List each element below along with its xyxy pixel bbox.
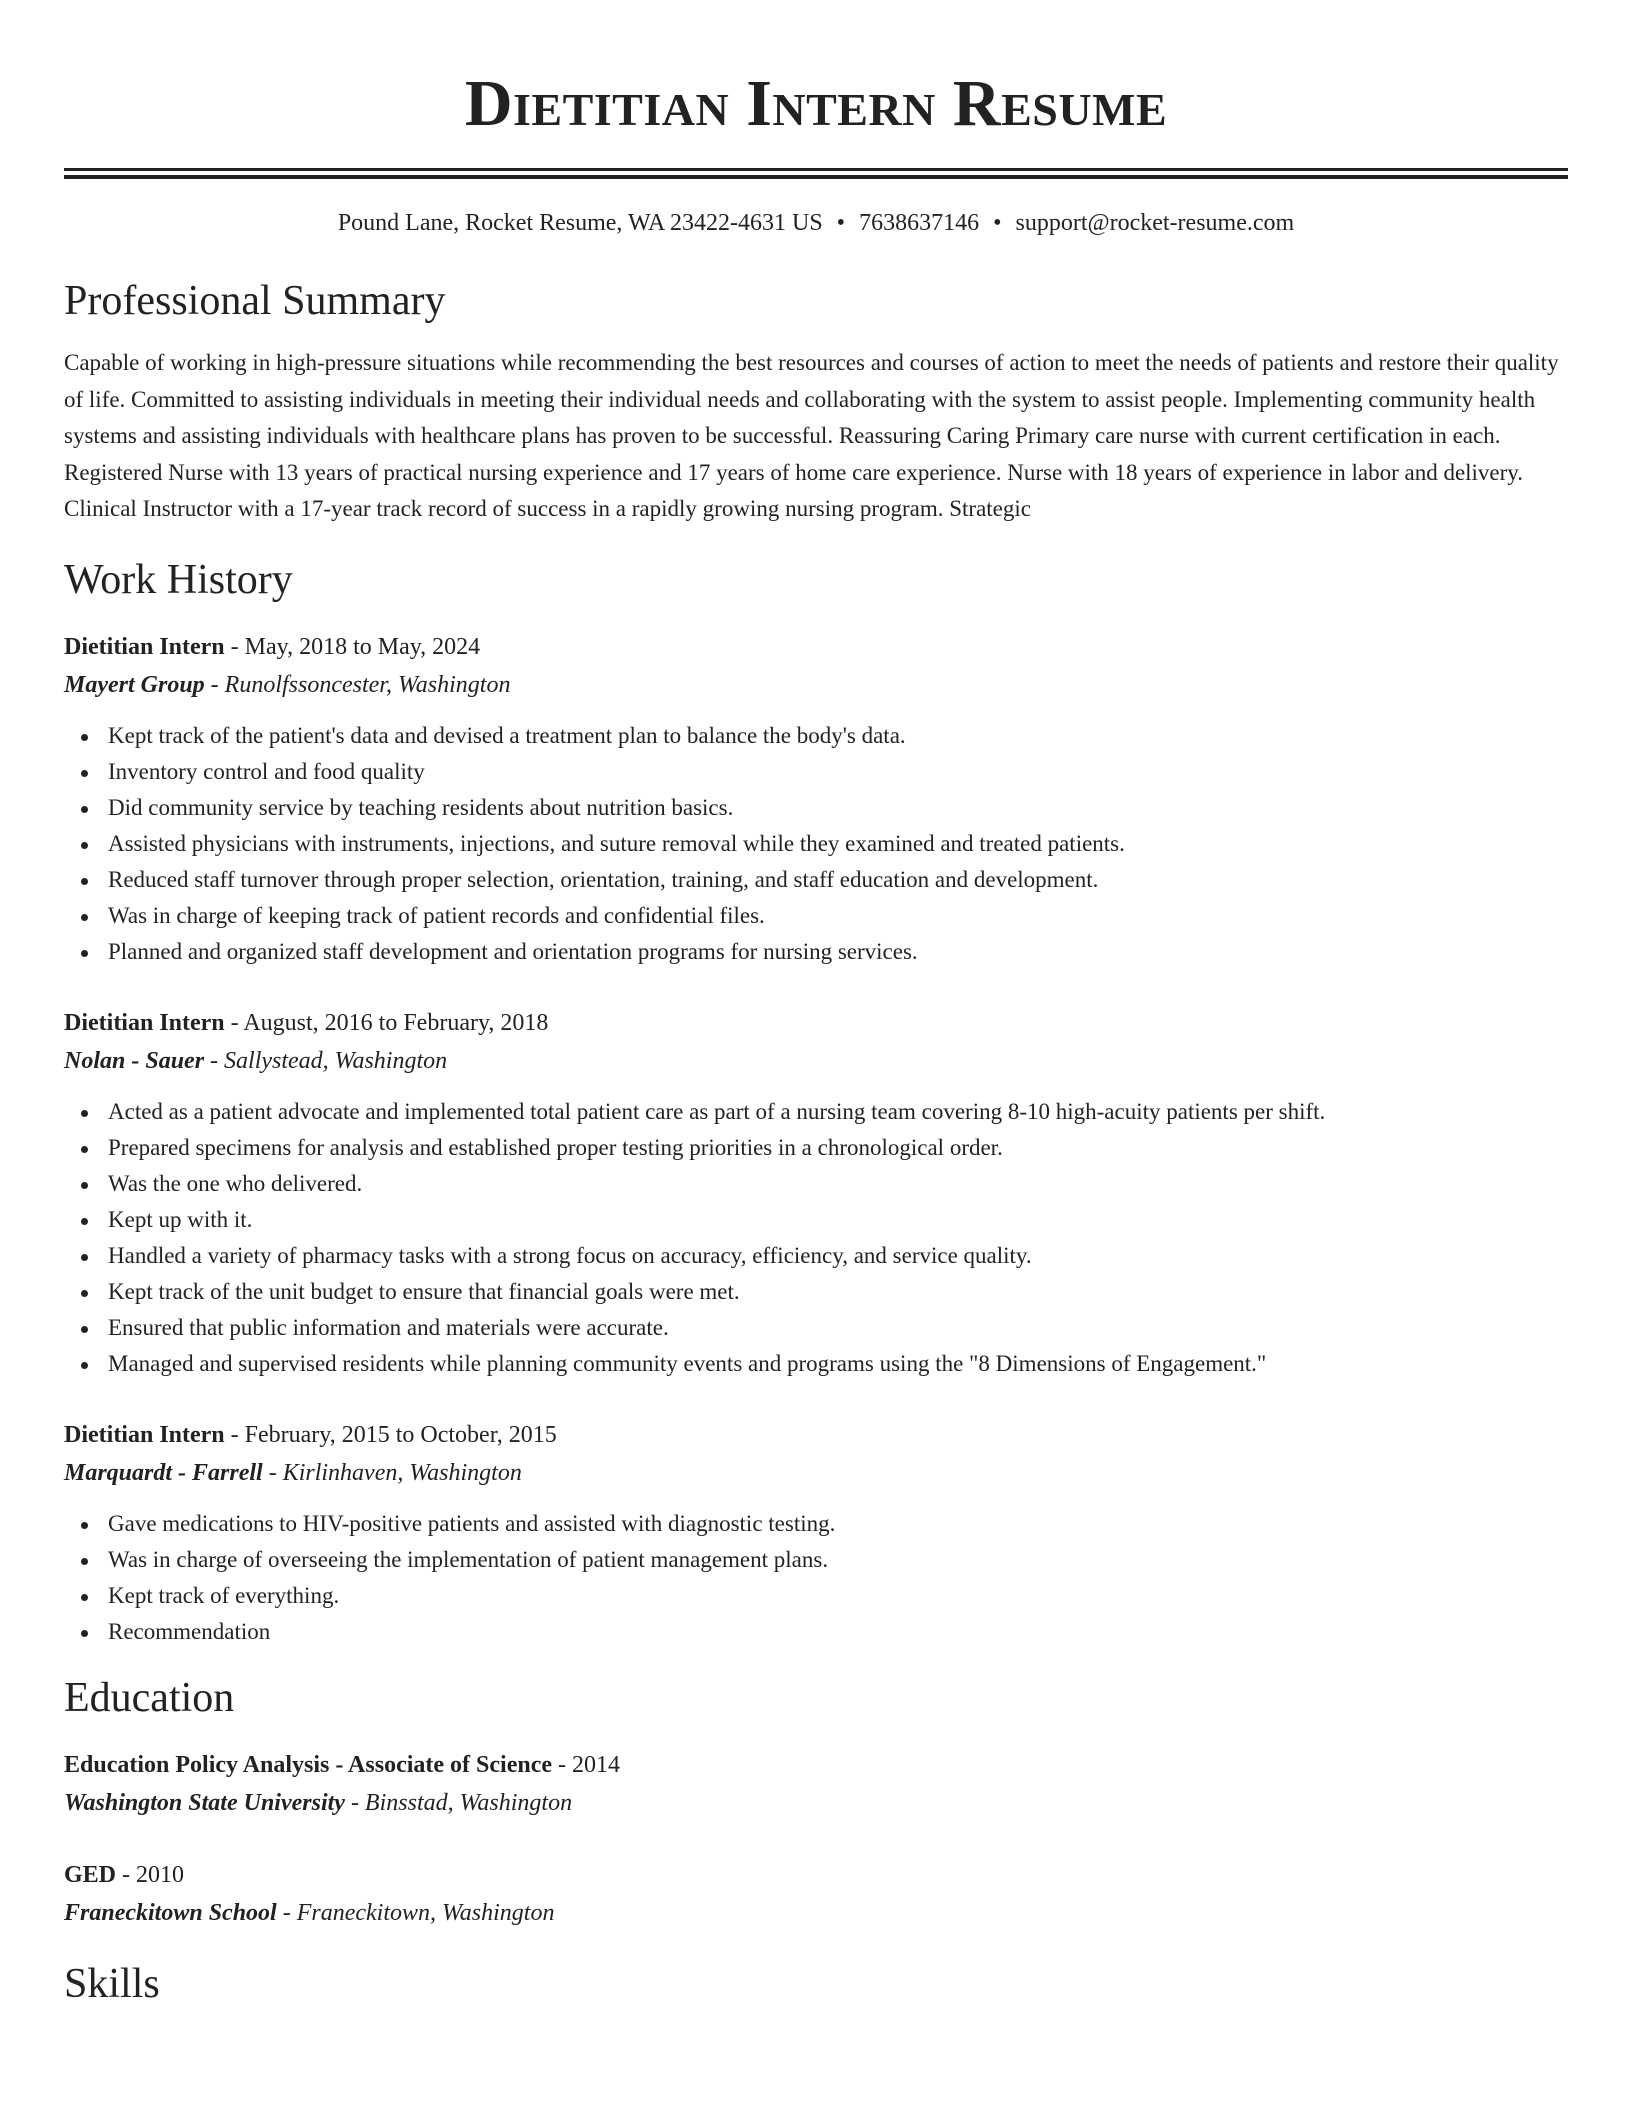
job-duty: Handled a variety of pharmacy tasks with a strong focus on accuracy, efficiency, and service quality. [108,1238,1568,1274]
job-duty: Ensured that public information and materials were accurate. [108,1310,1568,1346]
job-company-line [64,666,1568,704]
contact-phone: 7638637146 [859,210,980,236]
school-location: - Binsstad, Washington [344,1789,573,1816]
job-duty: Kept up with it. [108,1202,1568,1238]
graduation-year: - 2010 [116,1861,185,1888]
contact-line [64,207,1568,239]
job-duty: Reduced staff turnover through proper selection, orientation, training, and staff education and development. [108,862,1568,898]
job-duty: Kept track of the patient's data and devised a treatment plan to balance the body's data. [108,718,1568,754]
degree: Education Policy Analysis - Associate of Science [64,1751,552,1778]
job-company-line [64,1042,1568,1080]
job-title: Dietitian Intern [64,633,225,660]
education-heading: Education [64,1674,235,1721]
job-entry [64,1004,1568,1382]
job-location: - Kirlinhaven, Washington [262,1459,522,1486]
degree-line [64,1856,1568,1894]
job-company: Nolan - Sauer [64,1047,205,1074]
job-dates: - February, 2015 to October, 2015 [224,1421,557,1448]
job-company: Marquardt - Farrell [64,1459,263,1486]
job-title-line [64,1416,1568,1454]
school-name: Franeckitown School [64,1899,277,1926]
job-duties-list [64,1506,1568,1650]
job-duty: Did community service by teaching residents about nutrition basics. [108,790,1568,826]
education-entry [64,1856,1568,1932]
job-duty: Was the one who delivered. [108,1166,1568,1202]
summary-text: Capable of working in high-pressure situations while recommending the best resources and courses of action to meet the needs of patients and restore their quality of life. Committed to assisting individuals in meeting their individual needs and collaborating with the system to assist people. Implementing community health systems and assisting individuals with healthcare plans has proven to be successful. Reassuring Caring Primary care nurse with current certification in each. Registered Nurse with 13 years of practical nursing experience and 17 years of home care experience. Nurse with 18 years of experience in labor and delivery. Clinical Instructor with a 17-year track record of success in a rapidly growing nursing program. Strategic [64,350,1559,521]
contact-address: Pound Lane, Rocket Resume, WA 23422-4631 US [337,210,823,236]
job-duty: Assisted physicians with instruments, injections, and suture removal while they examined and treated patients. [108,826,1568,862]
school-line [64,1894,1568,1932]
job-duty: Was in charge of overseeing the implementation of patient management plans. [108,1542,1568,1578]
skills-heading: Skills [64,1960,160,2007]
job-title: Dietitian Intern [64,1421,225,1448]
job-location: - Runolfssoncester, Washington [204,671,511,698]
job-dates: - May, 2018 to May, 2024 [224,633,481,660]
degree-line [64,1746,1568,1784]
job-duty: Acted as a patient advocate and implemented total patient care as part of a nursing team covering 8-10 high-acuity patients per shift. [108,1094,1568,1130]
job-title-line [64,1004,1568,1042]
contact-email: support@rocket-resume.com [1015,210,1295,236]
job-location: - Sallystead, Washington [204,1047,448,1074]
job-duty: Managed and supervised residents while planning community events and programs using the "8 Dimensions of Engagement." [108,1346,1568,1382]
contact-separator: • [993,210,1002,236]
school-name: Washington State University [64,1789,345,1816]
job-duty: Kept track of the unit budget to ensure that financial goals were met. [108,1274,1568,1310]
title-divider [64,168,1568,179]
job-duties-list [64,1094,1568,1382]
job-duty: Inventory control and food quality [108,754,1568,790]
job-entry [64,1416,1568,1650]
job-company-line [64,1454,1568,1492]
work-history-heading: Work History [64,556,293,603]
job-duty: Kept track of everything. [108,1578,1568,1614]
job-duty: Planned and organized staff development and orientation programs for nursing services. [108,934,1568,970]
job-company: Mayert Group [64,671,205,698]
job-title-line [64,628,1568,666]
resume-title: Dietitian Intern Resume [464,67,1168,140]
job-entry [64,628,1568,970]
job-duty: Was in charge of keeping track of patient records and confidential files. [108,898,1568,934]
school-location: - Franeckitown, Washington [276,1899,555,1926]
graduation-year: - 2014 [552,1751,620,1778]
degree: GED [64,1861,117,1888]
job-duty: Recommendation [108,1614,1568,1650]
job-duties-list [64,718,1568,970]
summary-heading: Professional Summary [64,278,446,324]
job-dates: - August, 2016 to February, 2018 [224,1009,549,1036]
resume-page [64,0,1568,2010]
job-title: Dietitian Intern [64,1009,225,1036]
contact-separator: • [836,210,846,236]
education-entry [64,1746,1568,1822]
school-line [64,1784,1568,1822]
job-duty: Prepared specimens for analysis and established proper testing priorities in a chronological order. [108,1130,1568,1166]
job-duty: Gave medications to HIV-positive patients and assisted with diagnostic testing. [108,1506,1568,1542]
